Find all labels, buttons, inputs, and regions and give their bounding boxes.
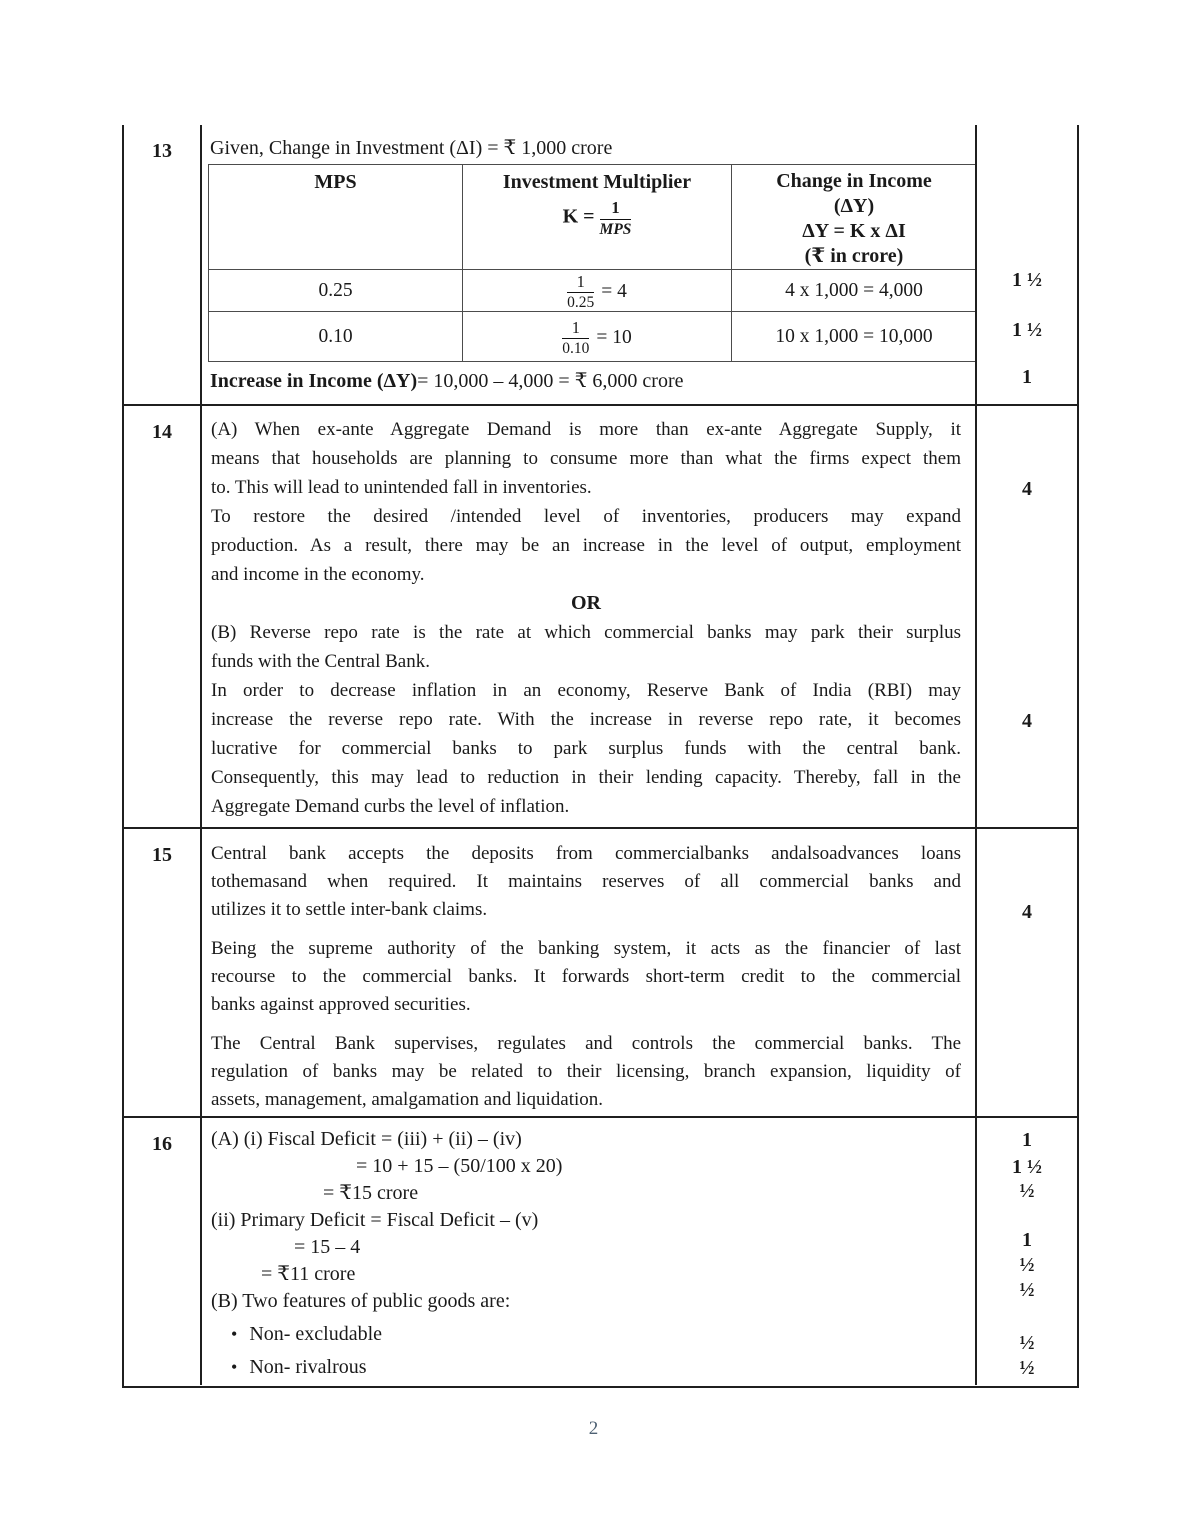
bullet-icon: • [231, 1357, 238, 1377]
text-line: Central bank accepts the deposits from commercialbanks andalsoadvances loans [211, 843, 961, 864]
text-line: In order to decrease inflation in an economy, Reserve Bank of India (RBI) may [211, 680, 961, 701]
marks-value: 4 [1022, 710, 1032, 732]
text-line: lucrative for commercial banks to park surplus funds with the central bank. [211, 738, 961, 759]
answer-content-14 [200, 406, 977, 827]
calc-result: = 4 [601, 280, 627, 302]
income-header-line: ΔY = K x ΔI [802, 220, 906, 242]
marking-scheme-table [122, 125, 1079, 1388]
paragraph-gap [211, 924, 961, 935]
text-line: The Central Bank supervises, regulates and controls the commercial banks. The [211, 1033, 961, 1054]
marks-value: 1 [1022, 1229, 1032, 1251]
fraction-numerator: 1 [567, 273, 594, 294]
mps-value: 0.10 [209, 312, 463, 362]
fraction-denominator: 0.10 [562, 340, 590, 357]
marks-value: ½ [1019, 1279, 1035, 1301]
fraction-denominator: 0.25 [567, 294, 595, 311]
answer-paragraph-a1 [211, 415, 961, 502]
marks-value: 4 [1022, 901, 1032, 923]
text-line: To restore the desired /intended level of inventories, producers may expand [211, 506, 961, 527]
given-statement: Given, Change in Investment (ΔI) = ₹ 1,000 crore [210, 137, 613, 159]
multiplier-calc [463, 270, 732, 312]
header-change-in-income [732, 165, 977, 270]
answer-content-13 [200, 125, 977, 404]
paragraph-gap [211, 1019, 961, 1030]
conclusion-bold: Increase in Income (ΔY) [210, 370, 418, 392]
marks-value: 1 ½ [1012, 319, 1042, 341]
marks-column-16 [977, 1118, 1077, 1385]
answer-paragraph-1 [211, 840, 961, 924]
marks-column-13 [977, 125, 1077, 404]
mps-value: 0.25 [209, 270, 463, 312]
calc-line: (ii) Primary Deficit = Fiscal Deficit – (v) [211, 1209, 539, 1231]
marks-value: 4 [1022, 478, 1032, 500]
conclusion-line [202, 362, 975, 393]
calc-fraction [567, 273, 594, 311]
text-line: Consequently, this may lead to reduction in their lending capacity. Thereby, fall in the [211, 767, 961, 788]
marks-value: 1 [1022, 366, 1032, 388]
income-header-line: (₹ in crore) [804, 245, 904, 267]
bullet-text: Non- excludable [249, 1323, 383, 1345]
income-header-line: Change in Income [776, 170, 932, 192]
text-line: (B) Reverse repo rate is the rate at which commercial banks may park their surplus [211, 622, 961, 643]
text-line: regulation of banks may be related to their licensing, branch expansion, liquidity of [211, 1061, 961, 1082]
bullet-item [211, 1354, 965, 1381]
marks-value: ½ [1019, 1254, 1035, 1276]
question-number: 16 [152, 1133, 172, 1155]
income-calc: 4 x 1,000 = 4,000 [732, 270, 977, 312]
page-number: 2 [588, 1418, 599, 1439]
table-header-row [209, 165, 977, 270]
text-line: (A) When ex-ante Aggregate Demand is more than ex-ante Aggregate Supply, it [211, 419, 961, 440]
text-line: means that households are planning to consume more than what the firms expect them [211, 448, 961, 469]
formula-lhs: K = [562, 205, 595, 228]
question-row-15 [124, 827, 1077, 1116]
marks-value: ½ [1019, 1180, 1035, 1202]
question-row-13 [124, 125, 1077, 404]
multiplier-table [208, 164, 977, 362]
answer-paragraph-3 [211, 1030, 961, 1114]
answer-paragraph-b1 [211, 618, 961, 676]
header-multiplier-label: Investment Multiplier [502, 171, 692, 193]
formula-fraction [600, 199, 632, 237]
fraction-denominator: MPS [599, 220, 632, 238]
marks-column-15 [977, 829, 1077, 1116]
text-line: and income in the economy. [211, 564, 425, 585]
text-line: recourse to the commercial banks. It forwards short-term credit to the commercial [211, 966, 961, 987]
conclusion-rest: = 10,000 – 4,000 = ₹ 6,000 crore [417, 370, 684, 392]
fraction-numerator: 1 [562, 319, 589, 340]
marks-column-14 [977, 406, 1077, 827]
question-row-14 [124, 404, 1077, 827]
header-investment-multiplier [463, 165, 732, 270]
answer-content-16 [200, 1118, 977, 1385]
fraction-numerator: 1 [600, 199, 632, 220]
calc-line: = 10 + 15 – (50/100 x 20) [356, 1155, 563, 1177]
header-mps-label: MPS [314, 171, 357, 193]
marks-value: ½ [1019, 1332, 1035, 1354]
marks-value: 1 [1022, 1129, 1032, 1151]
text-line: assets, management, amalgamation and liquidation. [211, 1089, 604, 1110]
text-line: to. This will lead to unintended fall in inventories. [211, 477, 592, 498]
calc-line: = ₹15 crore [323, 1182, 419, 1204]
table-row [209, 312, 977, 362]
or-separator: OR [571, 592, 601, 614]
multiplier-formula [463, 199, 731, 237]
marks-value: 1 ½ [1012, 1156, 1042, 1178]
bullet-icon: • [231, 1324, 238, 1344]
question-number: 13 [152, 140, 172, 162]
answer-paragraph-a2 [211, 502, 961, 589]
multiplier-calc [463, 312, 732, 362]
header-mps [209, 165, 463, 270]
bullet-text: Non- rivalrous [249, 1356, 367, 1378]
text-line: utilizes it to settle inter-bank claims. [211, 899, 488, 920]
calc-line: = 15 – 4 [294, 1236, 361, 1258]
income-calc: 10 x 1,000 = 10,000 [732, 312, 977, 362]
income-header-line: (ΔY) [833, 195, 875, 217]
table-row [209, 270, 977, 312]
calc-line: (B) Two features of public goods are: [211, 1290, 511, 1312]
text-line: increase the reverse repo rate. With the increase in reverse repo rate, it becomes [211, 709, 961, 730]
marks-value: ½ [1019, 1357, 1035, 1379]
calc-line: = ₹11 crore [261, 1263, 356, 1285]
text-line: tothemasand when required. It maintains reserves of all commercial banks and [211, 871, 961, 892]
answer-paragraph-2 [211, 935, 961, 1019]
calc-line: (A) (i) Fiscal Deficit = (iii) + (ii) – (iv) [211, 1128, 522, 1150]
text-line: production. As a result, there may be an increase in the level of output, employment [211, 535, 961, 556]
text-line: Being the supreme authority of the banking system, it acts as the financier of last [211, 938, 961, 959]
text-line: funds with the Central Bank. [211, 651, 430, 672]
calc-result: = 10 [596, 326, 632, 348]
answer-content-15 [200, 829, 977, 1116]
marks-value: 1 ½ [1012, 269, 1042, 291]
answer-paragraph-b2 [211, 676, 961, 821]
question-number: 15 [152, 844, 172, 866]
bullet-item [211, 1321, 965, 1348]
text-line: Aggregate Demand curbs the level of inflation. [211, 796, 570, 817]
text-line: banks against approved securities. [211, 994, 471, 1015]
calc-fraction [562, 319, 589, 357]
question-row-16 [124, 1116, 1077, 1385]
question-number: 14 [152, 421, 172, 443]
